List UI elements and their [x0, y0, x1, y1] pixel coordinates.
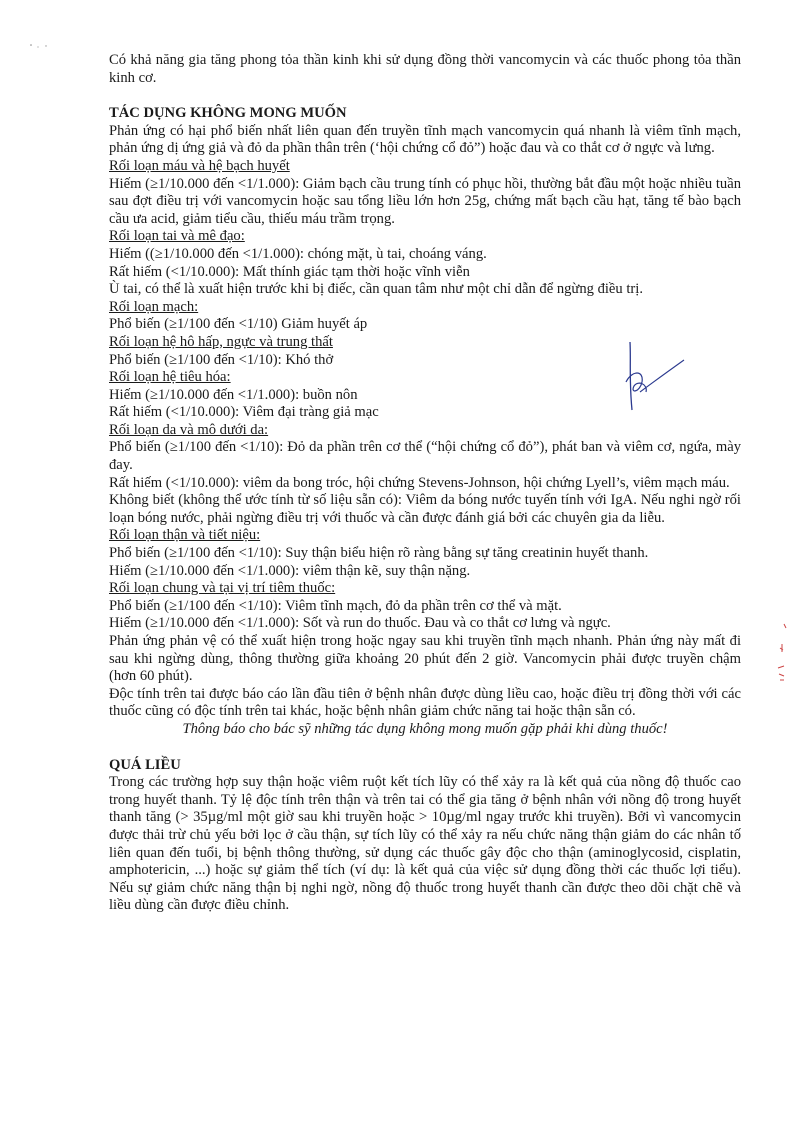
document-page: [109, 52, 741, 915]
renal-section-title: Rối loạn thận và tiết niệu:: [109, 527, 261, 544]
skin-item: Không biết (không thể ước tính từ số liệu sẵn có): Viêm da bóng nước tuyến tính với IgA. Nếu nghi ngờ rối loạn bóng nước, phải ngừng điều trị với thuốc và cần được đánh giá bởi các chuyên gia da liễu.: [109, 492, 741, 526]
renal-item: Hiếm (≥1/10.000 đến <1/1.000): viêm thận kẽ, suy thận nặng.: [109, 562, 471, 579]
general-item: Phổ biến (≥1/100 đến <1/10): Viêm tĩnh mạch, đỏ da phần trên cơ thể và mặt.: [109, 597, 562, 614]
respiratory-item: Phổ biến (≥1/100 đến <1/10): Khó thở: [109, 351, 334, 368]
scan-artifact: [28, 42, 58, 52]
renal-item: Phổ biến (≥1/100 đến <1/10): Suy thận biểu hiện rõ ràng bằng sự tăng creatinin huyết thanh.: [109, 545, 649, 562]
general-section-title: Rối loạn chung và tại vị trí tiêm thuốc:: [109, 580, 336, 597]
overdose-heading: QUÁ LIỀU: [109, 756, 181, 773]
ear-item: Hiếm ((≥1/10.000 đến <1/1.000): chóng mặt, ù tai, choáng váng.: [109, 245, 487, 262]
anaphylaxis-paragraph: Phản ứng phản vệ có thể xuất hiện trong hoặc ngay sau khi truyền tĩnh mạch nhanh. Phản ứng này mất đi sau khi ngừng dùng, thông thường giữa khoảng 20 phút đến 2 giờ. Vancomycin phải được truyền chậm (hơn 60 phút).: [109, 633, 741, 685]
ear-item: Rất hiếm (<1/10.000): Mất thính giác tạm thời hoặc vĩnh viễn: [109, 263, 470, 280]
interaction-paragraph: Có khả năng gia tăng phong tỏa thần kinh khi sử dụng đồng thời vancomycin và các thuốc phong tỏa thần kinh cơ.: [109, 52, 741, 86]
gi-item: Hiếm (≥1/10.000 đến <1/1.000): buồn nôn: [109, 386, 358, 403]
respiratory-section-title: Rối loạn hệ hô hấp, ngực và trung thất: [109, 333, 333, 350]
doctor-notice: Thông báo cho bác sỹ những tác dụng không mong muốn gặp phải khi dùng thuốc!: [182, 720, 668, 737]
skin-section-title: Rối loạn da và mô dưới da:: [109, 421, 269, 438]
vascular-item: Phổ biến (≥1/100 đến <1/10) Giảm huyết áp: [109, 316, 368, 333]
ototoxicity-paragraph: Độc tính trên tai được báo cáo lần đầu tiên ở bệnh nhân được dùng liều cao, hoặc điều trị đồng thời với các thuốc cũng có độc tính trên tai khác, hoặc bệnh nhân giảm chức năng tai hoặc thận sẵn có.: [109, 685, 741, 720]
adverse-intro: Phản ứng có hại phổ biến nhất liên quan đến truyền tĩnh mạch vancomycin quá nhanh là viêm tĩnh mạch, phản ứng dị ứng giả và đỏ da phần thân trên (‘hội chứng cổ đỏ”) hoặc đau và co thắt cơ ở ngực và lưng.: [109, 122, 741, 157]
adverse-effects-heading: TÁC DỤNG KHÔNG MONG MUỐN: [109, 105, 347, 122]
vascular-section-title: Rối loạn mạch:: [109, 298, 199, 315]
overdose-paragraph: Trong các trường hợp suy thận hoặc viêm ruột kết tích lũy có thể xảy ra là kết quả của nồng độ thuốc cao trong huyết thanh. Tỷ lệ độc tính trên thận và trên tai có thể gia tăng ở bệnh nhân với nồng độ trong huyết thanh tăng (> 35µg/ml một giờ sau khi truyền hoặc > 10µg/ml ngay trước khi truyền). Bởi vì vancomycin được thải trừ chủ yếu bởi lọc ở cầu thận, sự tích lũy có thể xảy ra nếu chức năng thận giảm do các nhân tố liên quan đến tuổi, bị bệnh thông thường, sử dụng các thuốc gây độc cho thận (aminoglycosid, cisplatin, amphotericin, ...) hoặc sự giảm thể tích (ví dụ: là kết quả của việc sử dụng đồng thời các thuốc lợi tiểu). Nếu sự giảm chức năng thận bị nghi ngờ, nồng độ thuốc trong huyết thanh cần được theo dõi chặt chẽ và liều dùng cần được điều chỉnh.: [109, 774, 741, 914]
ear-item: Ù tai, có thể là xuất hiện trước khi bị điếc, cần quan tâm như một chỉ dẫn để ngừng điều trị.: [109, 281, 643, 298]
gi-item: Rất hiếm (<1/10.000): Viêm đại tràng giả mạc: [109, 404, 379, 421]
gi-section-title: Rối loạn hệ tiêu hóa:: [109, 369, 231, 386]
general-item: Hiếm (≥1/10.000 đến <1/1.000): Sốt và run do thuốc. Đau và co thắt cơ lưng và ngực.: [109, 615, 611, 632]
signature-mark: [612, 340, 692, 420]
ear-section-title: Rối loạn tai và mê đạo:: [109, 228, 245, 245]
skin-item: Rất hiếm (<1/10.000): viêm da bong tróc, hội chứng Stevens-Johnson, hội chứng Lyell’s, viêm mạch máu.: [109, 474, 730, 491]
skin-item: Phổ biến (≥1/100 đến <1/10): Đỏ da phần trên cơ thể (“hội chứng cổ đỏ”), phát ban và viêm cơ, ngứa, mày đay.: [109, 439, 741, 474]
margin-artifact: [770, 620, 790, 690]
blood-section-title: Rối loạn máu và hệ bạch huyết: [109, 157, 290, 174]
blood-item: Hiếm (≥1/10.000 đến <1/1.000): Giảm bạch cầu trung tính có phục hồi, thường bắt đầu một hoặc nhiều tuần sau đợt điều trị với vancomycin hoặc sau tổng liều lớn hơn 25g, chứng mất bạch cầu hạt, tăng tế bào bạch cầu ưa acid, giảm tiểu cầu, thiếu máu trầm trọng.: [109, 175, 741, 227]
